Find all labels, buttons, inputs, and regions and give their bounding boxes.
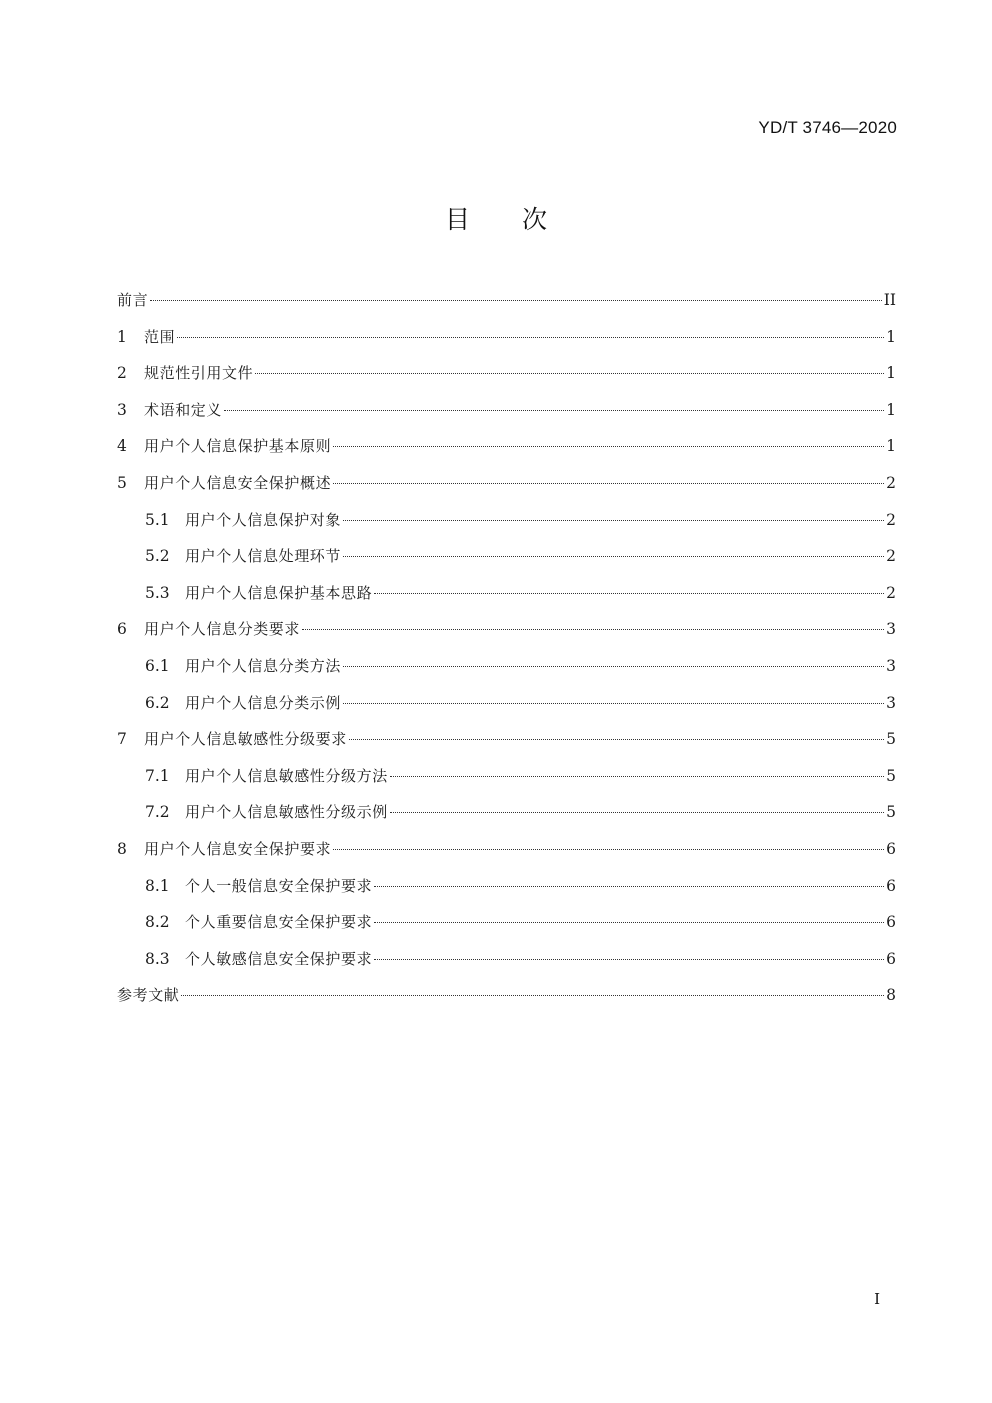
- toc-entry[interactable]: [117, 502, 896, 539]
- toc-entry-page: 3: [886, 693, 896, 712]
- toc-entry[interactable]: [117, 319, 896, 356]
- toc-dot-leader: [333, 446, 884, 447]
- toc-entry-page: 2: [886, 473, 896, 492]
- toc-entry-title: 用户个人信息敏感性分级要求: [144, 730, 347, 749]
- toc-dot-leader: [349, 739, 884, 740]
- toc-entry-page: 5: [886, 730, 896, 749]
- toc-entry-title: 前言: [117, 291, 149, 309]
- toc-entry-number: 3: [117, 400, 127, 419]
- standard-code: YD/T 3746—2020: [758, 118, 897, 137]
- toc-dot-leader: [390, 812, 884, 813]
- toc-entry-number: 5.1: [145, 510, 170, 529]
- page-title: 目次: [444, 205, 599, 234]
- toc-entry-number: 8: [117, 839, 127, 858]
- toc-entry[interactable]: [117, 648, 896, 685]
- toc-entry[interactable]: [117, 721, 896, 758]
- toc-entry-number: 8.3: [145, 949, 170, 968]
- toc-dot-leader: [302, 629, 884, 630]
- toc-entry-title: 个人重要信息安全保护要求: [185, 913, 373, 932]
- toc-entry-page: II: [883, 291, 896, 309]
- toc-dot-leader: [390, 776, 884, 777]
- toc-entry-number: 5: [117, 473, 127, 492]
- toc-entry-page: 6: [886, 949, 896, 968]
- toc-entry[interactable]: [117, 941, 896, 978]
- toc-entry-title: 用户个人信息保护基本思路: [185, 583, 373, 602]
- toc-entry-page: 3: [886, 620, 896, 639]
- toc-entry-page: 2: [886, 510, 896, 529]
- toc-entry-page: 6: [886, 876, 896, 895]
- toc-dot-leader: [181, 995, 884, 996]
- toc-entry-number: 7.2: [145, 803, 170, 822]
- toc-entry[interactable]: [117, 538, 896, 575]
- toc-dot-leader: [343, 520, 884, 521]
- toc-entry-title: 范围: [144, 327, 176, 346]
- toc-entry[interactable]: [117, 794, 896, 831]
- toc-dot-leader: [343, 556, 884, 557]
- toc-entry-page: 5: [886, 803, 896, 822]
- toc-entry-title: 个人敏感信息安全保护要求: [185, 949, 373, 968]
- toc-entry-title: 规范性引用文件: [144, 364, 254, 383]
- toc-dot-leader: [343, 666, 884, 667]
- toc-entry[interactable]: [117, 977, 896, 1014]
- toc-entry-page: 6: [886, 913, 896, 932]
- toc-dot-leader: [333, 483, 884, 484]
- toc-entry[interactable]: [117, 575, 896, 612]
- toc-entry-page: 2: [886, 583, 896, 602]
- toc-entry-number: 7.1: [145, 766, 170, 785]
- toc-entry-page: 2: [886, 547, 896, 566]
- toc-entry-page: 1: [886, 400, 896, 419]
- toc-entry[interactable]: [117, 611, 896, 648]
- toc-entry-number: 2: [117, 364, 127, 383]
- toc-entry-number: 5.2: [145, 547, 170, 566]
- toc-entry-page: 1: [886, 327, 896, 346]
- toc-entry-number: 6: [117, 620, 127, 639]
- toc-entry[interactable]: [117, 685, 896, 722]
- toc-entry-title: 用户个人信息保护对象: [185, 510, 342, 529]
- toc-entry-page: 8: [886, 986, 896, 1005]
- toc-entry-number: 5.3: [145, 583, 170, 602]
- toc-dot-leader: [374, 886, 884, 887]
- toc-entry-number: 7: [117, 730, 127, 749]
- toc-entry-title: 个人一般信息安全保护要求: [185, 876, 373, 895]
- toc-entry-page: 3: [886, 656, 896, 675]
- toc-entry-title: 用户个人信息分类示例: [185, 693, 342, 712]
- page-number: I: [874, 1290, 880, 1308]
- toc-entry-title: 用户个人信息安全保护概述: [144, 473, 332, 492]
- toc-entry[interactable]: [117, 868, 896, 905]
- toc-entry[interactable]: [117, 831, 896, 868]
- toc-entry-number: 6.2: [145, 693, 170, 712]
- toc-entry-title: 用户个人信息敏感性分级方法: [185, 766, 388, 785]
- toc-entry-title: 用户个人信息安全保护要求: [144, 839, 332, 858]
- toc-dot-leader: [374, 959, 884, 960]
- toc-dot-leader: [255, 373, 884, 374]
- toc-entry-title: 用户个人信息敏感性分级示例: [185, 803, 388, 822]
- toc-entry-number: 8.2: [145, 913, 170, 932]
- toc-entry-page: 5: [886, 766, 896, 785]
- table-of-contents: [117, 282, 896, 1014]
- toc-dot-leader: [343, 703, 884, 704]
- toc-entry[interactable]: [117, 355, 896, 392]
- toc-entry-page: 6: [886, 839, 896, 858]
- toc-entry-title: 参考文献: [117, 986, 180, 1005]
- toc-entry-title: 用户个人信息处理环节: [185, 547, 342, 566]
- toc-entry-number: 4: [117, 437, 127, 456]
- toc-entry[interactable]: [117, 904, 896, 941]
- toc-dot-leader: [374, 593, 884, 594]
- toc-entry-page: 1: [886, 364, 896, 383]
- toc-dot-leader: [177, 337, 884, 338]
- toc-entry[interactable]: [117, 392, 896, 429]
- toc-entry[interactable]: [117, 758, 896, 795]
- toc-entry-number: 1: [117, 327, 127, 346]
- toc-entry-number: 6.1: [145, 656, 170, 675]
- toc-entry-title: 用户个人信息保护基本原则: [144, 437, 332, 456]
- toc-entry-page: 1: [886, 437, 896, 456]
- toc-entry-title: 用户个人信息分类要求: [144, 620, 301, 639]
- toc-entry-number: 8.1: [145, 876, 170, 895]
- toc-entry-title: 用户个人信息分类方法: [185, 656, 342, 675]
- toc-dot-leader: [333, 849, 884, 850]
- toc-dot-leader: [150, 300, 882, 301]
- toc-entry[interactable]: [117, 428, 896, 465]
- toc-dot-leader: [224, 410, 884, 411]
- toc-dot-leader: [374, 922, 884, 923]
- toc-entry[interactable]: [117, 282, 896, 319]
- toc-entry-title: 术语和定义: [144, 400, 223, 419]
- toc-entry[interactable]: [117, 465, 896, 502]
